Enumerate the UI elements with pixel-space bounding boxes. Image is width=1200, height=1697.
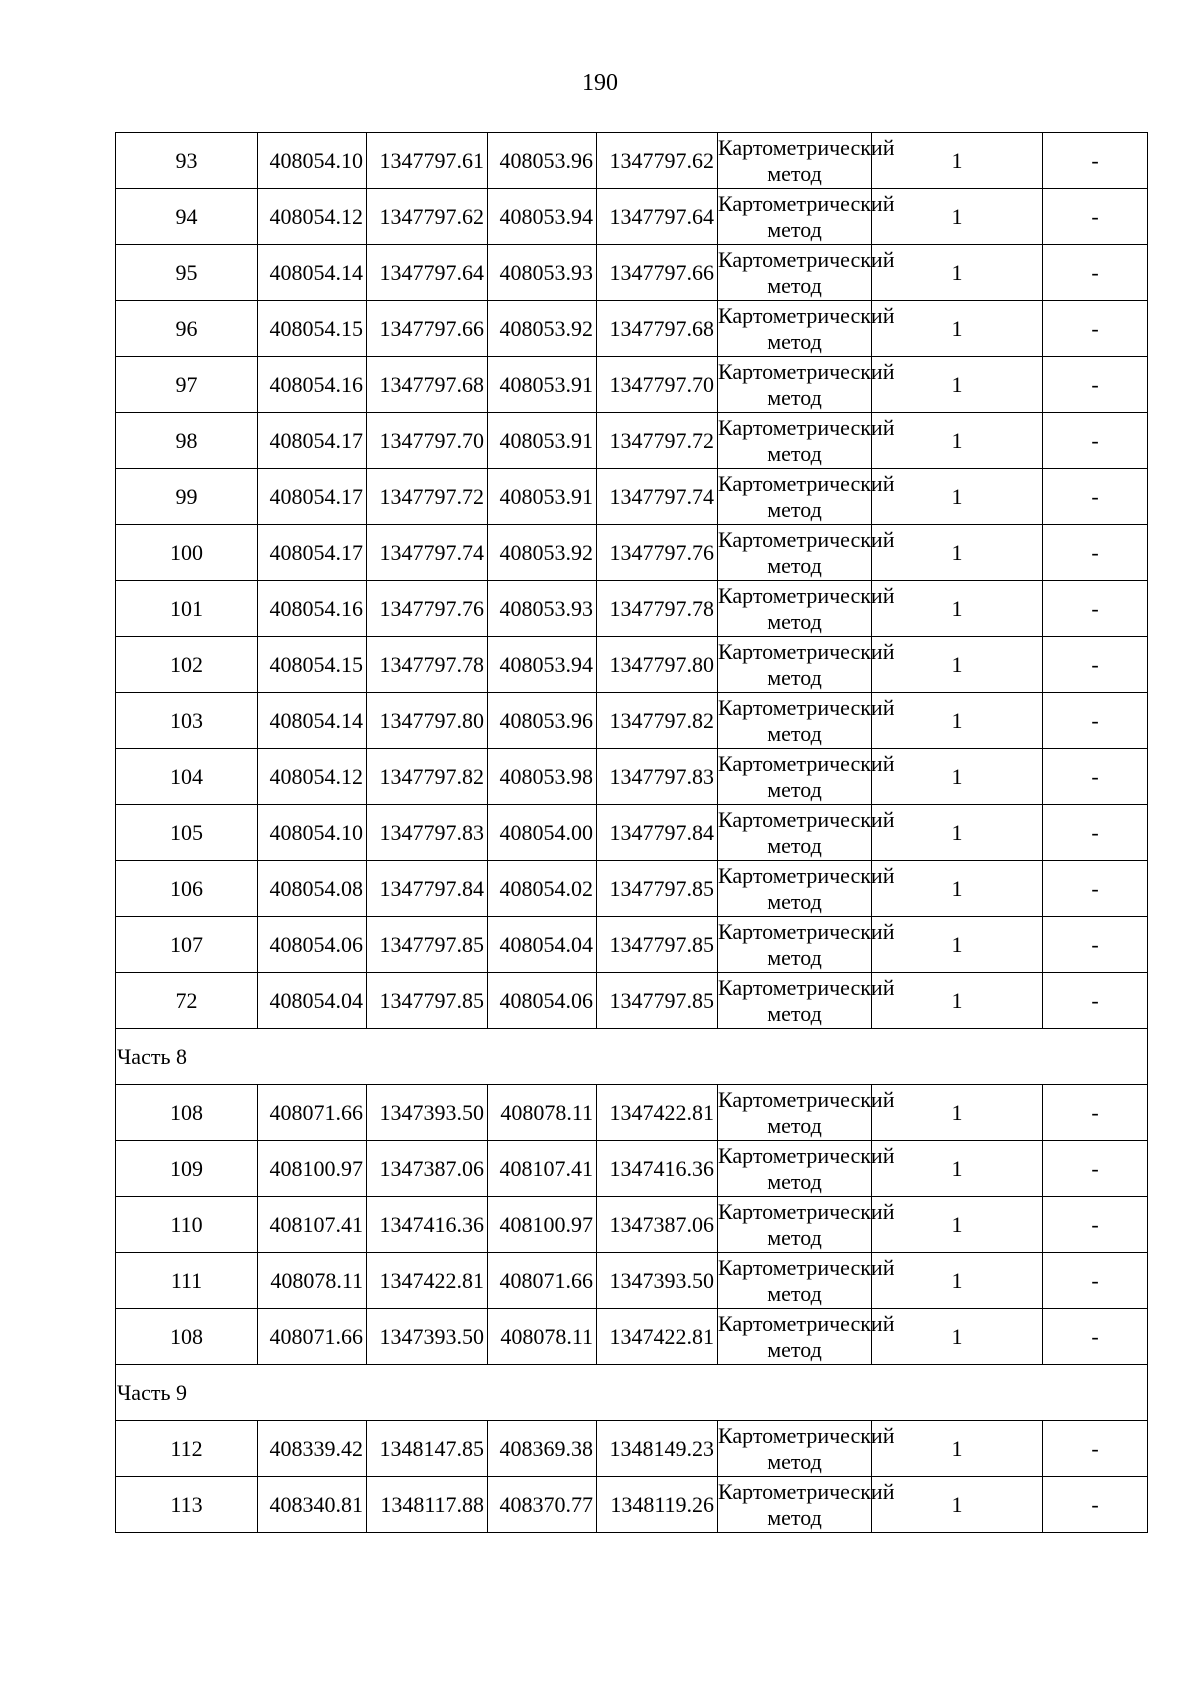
point-number-cell: 95 <box>116 245 258 301</box>
table-row <box>116 189 1148 245</box>
method-cell: Картометрический метод <box>718 301 872 357</box>
point-number-cell: 110 <box>116 1197 258 1253</box>
method-cell: Картометрический метод <box>718 917 872 973</box>
y-coordinate-cell: 1347797.70 <box>597 357 718 413</box>
precision-cell: 1 <box>872 1253 1043 1309</box>
y-coordinate-cell: 1347797.64 <box>367 245 488 301</box>
x-coordinate-cell: 408054.12 <box>258 749 367 805</box>
note-cell: - <box>1043 693 1148 749</box>
precision-cell: 1 <box>872 1477 1043 1533</box>
x-coordinate-cell: 408078.11 <box>488 1085 597 1141</box>
x-coordinate-cell: 408071.66 <box>258 1309 367 1365</box>
point-number-cell: 102 <box>116 637 258 693</box>
note-cell: - <box>1043 1085 1148 1141</box>
x-coordinate-cell: 408054.17 <box>258 413 367 469</box>
coordinates-table-body <box>116 133 1148 1533</box>
note-cell: - <box>1043 1309 1148 1365</box>
note-cell: - <box>1043 749 1148 805</box>
y-coordinate-cell: 1347797.68 <box>597 301 718 357</box>
precision-cell: 1 <box>872 133 1043 189</box>
y-coordinate-cell: 1347797.85 <box>597 861 718 917</box>
note-cell: - <box>1043 1477 1148 1533</box>
y-coordinate-cell: 1347797.76 <box>367 581 488 637</box>
method-cell: Картометрический метод <box>718 189 872 245</box>
note-cell: - <box>1043 525 1148 581</box>
x-coordinate-cell: 408370.77 <box>488 1477 597 1533</box>
x-coordinate-cell: 408071.66 <box>488 1253 597 1309</box>
note-cell: - <box>1043 413 1148 469</box>
x-coordinate-cell: 408053.96 <box>488 133 597 189</box>
point-number-cell: 107 <box>116 917 258 973</box>
precision-cell: 1 <box>872 525 1043 581</box>
table-row <box>116 469 1148 525</box>
y-coordinate-cell: 1347416.36 <box>597 1141 718 1197</box>
x-coordinate-cell: 408054.06 <box>488 973 597 1029</box>
table-row <box>116 861 1148 917</box>
x-coordinate-cell: 408053.98 <box>488 749 597 805</box>
note-cell: - <box>1043 1421 1148 1477</box>
method-cell: Картометрический метод <box>718 1141 872 1197</box>
x-coordinate-cell: 408054.14 <box>258 245 367 301</box>
note-cell: - <box>1043 1197 1148 1253</box>
section-label: Часть 9 <box>116 1365 1148 1421</box>
x-coordinate-cell: 408054.17 <box>258 469 367 525</box>
y-coordinate-cell: 1347797.62 <box>367 189 488 245</box>
table-row <box>116 413 1148 469</box>
method-cell: Картометрический метод <box>718 1309 872 1365</box>
page-number: 190 <box>582 70 618 96</box>
table-row <box>116 805 1148 861</box>
y-coordinate-cell: 1347797.83 <box>597 749 718 805</box>
x-coordinate-cell: 408053.92 <box>488 525 597 581</box>
x-coordinate-cell: 408053.92 <box>488 301 597 357</box>
method-cell: Картометрический метод <box>718 693 872 749</box>
x-coordinate-cell: 408339.42 <box>258 1421 367 1477</box>
method-cell: Картометрический метод <box>718 1253 872 1309</box>
table-row <box>116 245 1148 301</box>
table-row <box>116 1085 1148 1141</box>
y-coordinate-cell: 1347797.61 <box>367 133 488 189</box>
precision-cell: 1 <box>872 1085 1043 1141</box>
method-cell: Картометрический метод <box>718 245 872 301</box>
precision-cell: 1 <box>872 693 1043 749</box>
x-coordinate-cell: 408054.12 <box>258 189 367 245</box>
precision-cell: 1 <box>872 1421 1043 1477</box>
precision-cell: 1 <box>872 357 1043 413</box>
table-row <box>116 1477 1148 1533</box>
point-number-cell: 106 <box>116 861 258 917</box>
x-coordinate-cell: 408054.00 <box>488 805 597 861</box>
point-number-cell: 98 <box>116 413 258 469</box>
y-coordinate-cell: 1347797.72 <box>597 413 718 469</box>
note-cell: - <box>1043 189 1148 245</box>
y-coordinate-cell: 1347393.50 <box>367 1309 488 1365</box>
y-coordinate-cell: 1347422.81 <box>597 1309 718 1365</box>
point-number-cell: 101 <box>116 581 258 637</box>
y-coordinate-cell: 1347797.68 <box>367 357 488 413</box>
y-coordinate-cell: 1347797.78 <box>367 637 488 693</box>
coordinates-table <box>115 132 1148 1533</box>
point-number-cell: 112 <box>116 1421 258 1477</box>
x-coordinate-cell: 408053.94 <box>488 189 597 245</box>
x-coordinate-cell: 408100.97 <box>488 1197 597 1253</box>
precision-cell: 1 <box>872 637 1043 693</box>
y-coordinate-cell: 1347797.84 <box>597 805 718 861</box>
method-cell: Картометрический метод <box>718 805 872 861</box>
point-number-cell: 93 <box>116 133 258 189</box>
x-coordinate-cell: 408053.93 <box>488 245 597 301</box>
y-coordinate-cell: 1347422.81 <box>367 1253 488 1309</box>
note-cell: - <box>1043 973 1148 1029</box>
point-number-cell: 104 <box>116 749 258 805</box>
x-coordinate-cell: 408078.11 <box>258 1253 367 1309</box>
point-number-cell: 105 <box>116 805 258 861</box>
note-cell: - <box>1043 357 1148 413</box>
point-number-cell: 103 <box>116 693 258 749</box>
table-row <box>116 357 1148 413</box>
y-coordinate-cell: 1347422.81 <box>597 1085 718 1141</box>
x-coordinate-cell: 408053.91 <box>488 357 597 413</box>
point-number-cell: 108 <box>116 1085 258 1141</box>
table-row <box>116 301 1148 357</box>
y-coordinate-cell: 1347416.36 <box>367 1197 488 1253</box>
y-coordinate-cell: 1347393.50 <box>597 1253 718 1309</box>
y-coordinate-cell: 1347393.50 <box>367 1085 488 1141</box>
x-coordinate-cell: 408078.11 <box>488 1309 597 1365</box>
point-number-cell: 109 <box>116 1141 258 1197</box>
note-cell: - <box>1043 1253 1148 1309</box>
y-coordinate-cell: 1347387.06 <box>597 1197 718 1253</box>
method-cell: Картометрический метод <box>718 581 872 637</box>
x-coordinate-cell: 408107.41 <box>258 1197 367 1253</box>
section-label: Часть 8 <box>116 1029 1148 1085</box>
y-coordinate-cell: 1347797.78 <box>597 581 718 637</box>
method-cell: Картометрический метод <box>718 861 872 917</box>
y-coordinate-cell: 1347797.64 <box>597 189 718 245</box>
point-number-cell: 72 <box>116 973 258 1029</box>
x-coordinate-cell: 408054.17 <box>258 525 367 581</box>
x-coordinate-cell: 408053.93 <box>488 581 597 637</box>
point-number-cell: 111 <box>116 1253 258 1309</box>
y-coordinate-cell: 1347797.82 <box>367 749 488 805</box>
x-coordinate-cell: 408054.15 <box>258 301 367 357</box>
section-row <box>116 1365 1148 1421</box>
precision-cell: 1 <box>872 1141 1043 1197</box>
table-row <box>116 1141 1148 1197</box>
table-row <box>116 581 1148 637</box>
point-number-cell: 96 <box>116 301 258 357</box>
y-coordinate-cell: 1347797.80 <box>597 637 718 693</box>
precision-cell: 1 <box>872 917 1043 973</box>
y-coordinate-cell: 1347797.80 <box>367 693 488 749</box>
y-coordinate-cell: 1347797.72 <box>367 469 488 525</box>
y-coordinate-cell: 1347797.74 <box>597 469 718 525</box>
note-cell: - <box>1043 805 1148 861</box>
note-cell: - <box>1043 245 1148 301</box>
point-number-cell: 97 <box>116 357 258 413</box>
table-row <box>116 917 1148 973</box>
y-coordinate-cell: 1347387.06 <box>367 1141 488 1197</box>
table-row <box>116 1421 1148 1477</box>
precision-cell: 1 <box>872 749 1043 805</box>
precision-cell: 1 <box>872 973 1043 1029</box>
table-row <box>116 1197 1148 1253</box>
x-coordinate-cell: 408054.14 <box>258 693 367 749</box>
y-coordinate-cell: 1347797.85 <box>367 917 488 973</box>
note-cell: - <box>1043 1141 1148 1197</box>
method-cell: Картометрический метод <box>718 1421 872 1477</box>
x-coordinate-cell: 408054.10 <box>258 133 367 189</box>
precision-cell: 1 <box>872 301 1043 357</box>
y-coordinate-cell: 1347797.62 <box>597 133 718 189</box>
method-cell: Картометрический метод <box>718 749 872 805</box>
method-cell: Картометрический метод <box>718 133 872 189</box>
y-coordinate-cell: 1347797.66 <box>367 301 488 357</box>
x-coordinate-cell: 408053.91 <box>488 469 597 525</box>
x-coordinate-cell: 408054.04 <box>258 973 367 1029</box>
method-cell: Картометрический метод <box>718 1477 872 1533</box>
method-cell: Картометрический метод <box>718 413 872 469</box>
table-row <box>116 973 1148 1029</box>
note-cell: - <box>1043 133 1148 189</box>
point-number-cell: 99 <box>116 469 258 525</box>
x-coordinate-cell: 408054.16 <box>258 357 367 413</box>
note-cell: - <box>1043 861 1148 917</box>
point-number-cell: 100 <box>116 525 258 581</box>
point-number-cell: 113 <box>116 1477 258 1533</box>
x-coordinate-cell: 408369.38 <box>488 1421 597 1477</box>
precision-cell: 1 <box>872 469 1043 525</box>
method-cell: Картометрический метод <box>718 1197 872 1253</box>
method-cell: Картометрический метод <box>718 1085 872 1141</box>
precision-cell: 1 <box>872 245 1043 301</box>
precision-cell: 1 <box>872 413 1043 469</box>
table-row <box>116 525 1148 581</box>
precision-cell: 1 <box>872 581 1043 637</box>
x-coordinate-cell: 408054.08 <box>258 861 367 917</box>
table-row <box>116 637 1148 693</box>
x-coordinate-cell: 408054.02 <box>488 861 597 917</box>
x-coordinate-cell: 408071.66 <box>258 1085 367 1141</box>
x-coordinate-cell: 408054.16 <box>258 581 367 637</box>
precision-cell: 1 <box>872 861 1043 917</box>
precision-cell: 1 <box>872 805 1043 861</box>
table-row <box>116 693 1148 749</box>
y-coordinate-cell: 1347797.84 <box>367 861 488 917</box>
precision-cell: 1 <box>872 1197 1043 1253</box>
point-number-cell: 94 <box>116 189 258 245</box>
y-coordinate-cell: 1347797.85 <box>597 973 718 1029</box>
method-cell: Картометрический метод <box>718 973 872 1029</box>
y-coordinate-cell: 1348119.26 <box>597 1477 718 1533</box>
table-row <box>116 1309 1148 1365</box>
table-row <box>116 749 1148 805</box>
y-coordinate-cell: 1348117.88 <box>367 1477 488 1533</box>
table-row <box>116 133 1148 189</box>
note-cell: - <box>1043 469 1148 525</box>
x-coordinate-cell: 408053.91 <box>488 413 597 469</box>
x-coordinate-cell: 408054.15 <box>258 637 367 693</box>
y-coordinate-cell: 1347797.66 <box>597 245 718 301</box>
y-coordinate-cell: 1347797.82 <box>597 693 718 749</box>
note-cell: - <box>1043 301 1148 357</box>
y-coordinate-cell: 1347797.74 <box>367 525 488 581</box>
y-coordinate-cell: 1347797.85 <box>597 917 718 973</box>
point-number-cell: 108 <box>116 1309 258 1365</box>
note-cell: - <box>1043 581 1148 637</box>
method-cell: Картометрический метод <box>718 525 872 581</box>
y-coordinate-cell: 1347797.76 <box>597 525 718 581</box>
x-coordinate-cell: 408053.96 <box>488 693 597 749</box>
x-coordinate-cell: 408054.10 <box>258 805 367 861</box>
method-cell: Картометрический метод <box>718 469 872 525</box>
method-cell: Картометрический метод <box>718 637 872 693</box>
method-cell: Картометрический метод <box>718 357 872 413</box>
y-coordinate-cell: 1348149.23 <box>597 1421 718 1477</box>
note-cell: - <box>1043 637 1148 693</box>
precision-cell: 1 <box>872 189 1043 245</box>
x-coordinate-cell: 408340.81 <box>258 1477 367 1533</box>
note-cell: - <box>1043 917 1148 973</box>
precision-cell: 1 <box>872 1309 1043 1365</box>
x-coordinate-cell: 408053.94 <box>488 637 597 693</box>
y-coordinate-cell: 1347797.83 <box>367 805 488 861</box>
y-coordinate-cell: 1348147.85 <box>367 1421 488 1477</box>
y-coordinate-cell: 1347797.70 <box>367 413 488 469</box>
y-coordinate-cell: 1347797.85 <box>367 973 488 1029</box>
x-coordinate-cell: 408054.04 <box>488 917 597 973</box>
x-coordinate-cell: 408107.41 <box>488 1141 597 1197</box>
x-coordinate-cell: 408100.97 <box>258 1141 367 1197</box>
section-row <box>116 1029 1148 1085</box>
x-coordinate-cell: 408054.06 <box>258 917 367 973</box>
table-row <box>116 1253 1148 1309</box>
